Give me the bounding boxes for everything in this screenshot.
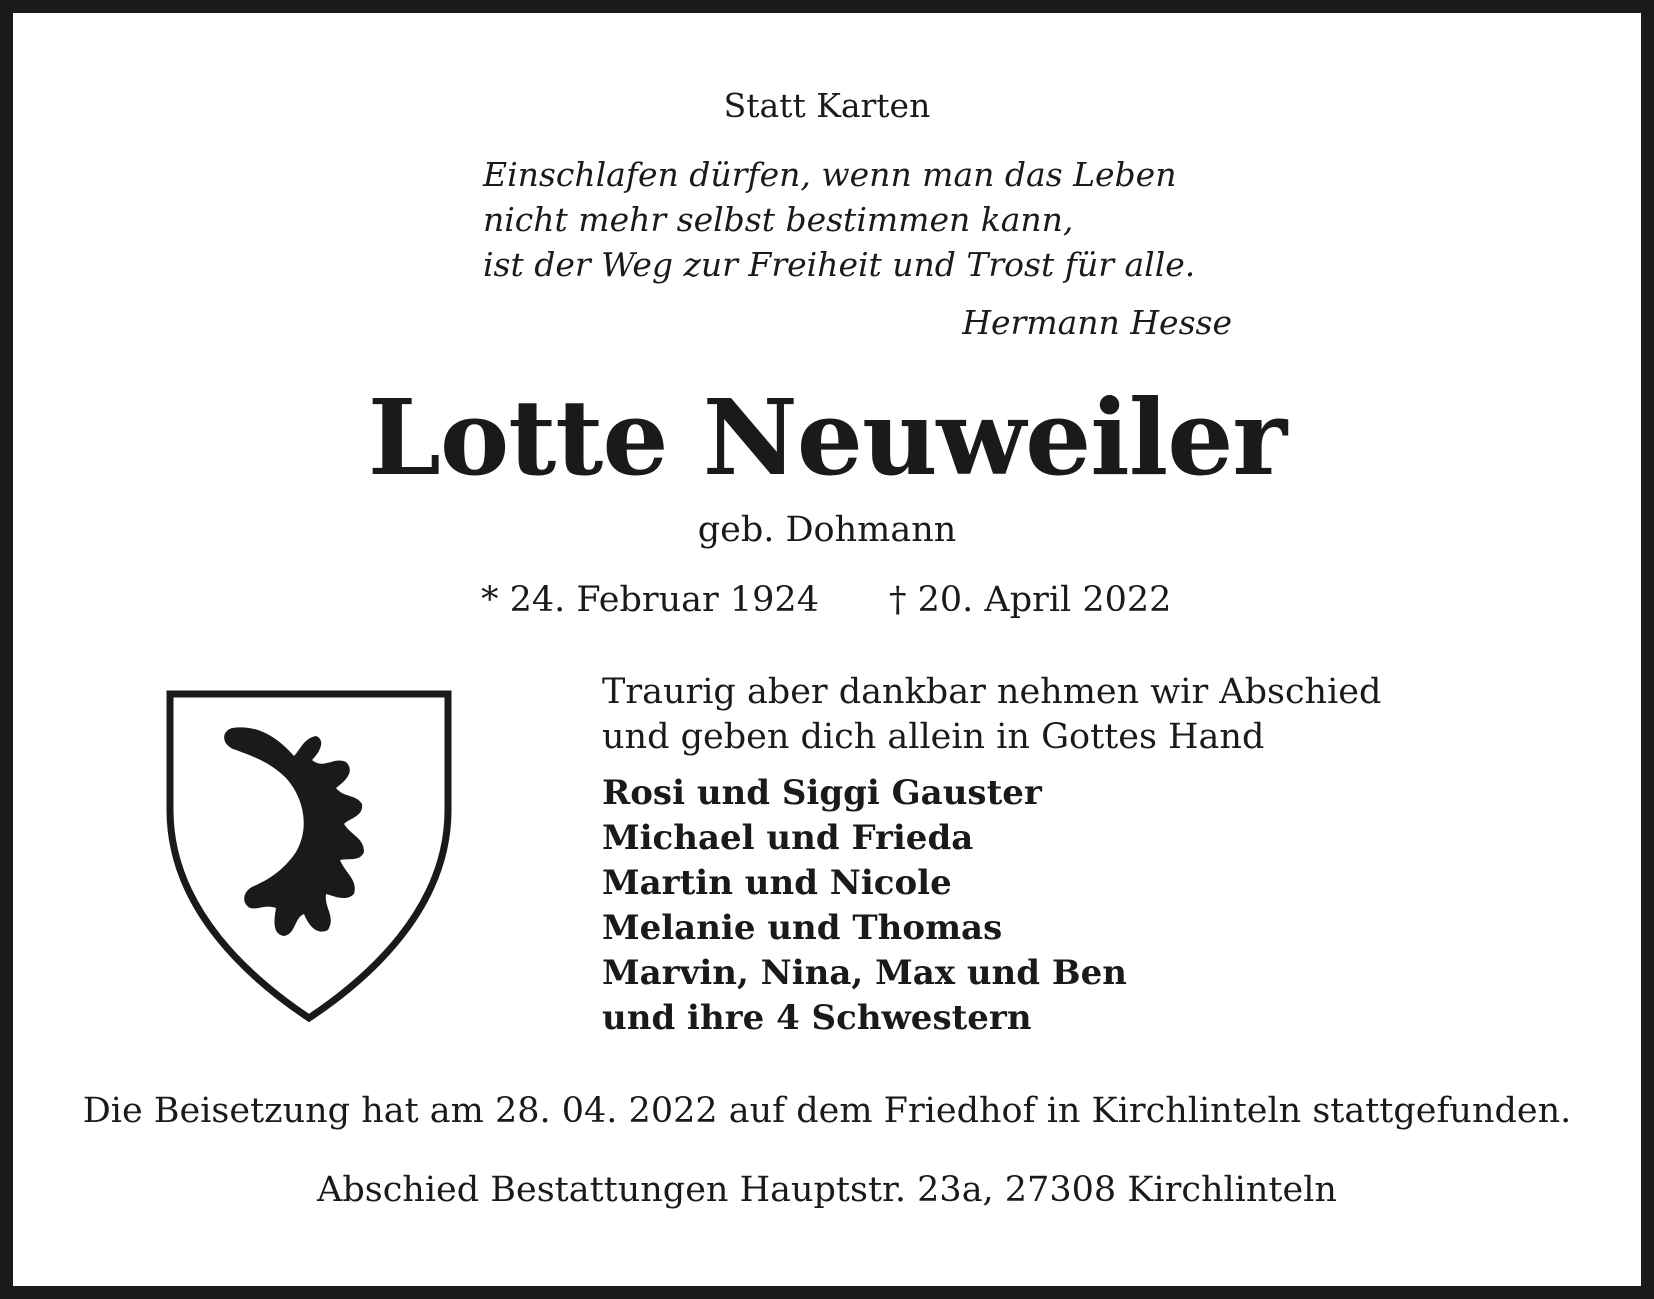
- undertaker-address: Abschied Bestattungen Hauptstr. 23a, 27308 Kirchlinteln: [317, 1170, 1337, 1210]
- family-member: Martin und Nicole: [602, 863, 952, 903]
- deceased-name: Lotte Neuweiler: [367, 376, 1287, 499]
- burial-note: Die Beisetzung hat am 28. 04. 2022 auf dem Friedhof in Kirchlinteln stattgefunden.: [82, 1091, 1572, 1131]
- family-member: und ihre 4 Schwestern: [602, 998, 1032, 1038]
- quote-line: Einschlafen dürfen, wenn man das Leben: [483, 155, 1177, 194]
- birth-name: geb. Dohmann: [697, 510, 957, 550]
- antler-coat-of-arms-icon: [166, 690, 452, 1022]
- death-date: † 20. April 2022: [889, 580, 1172, 620]
- farewell-message-line: Traurig aber dankbar nehmen wir Abschied: [602, 672, 1382, 712]
- family-member: Marvin, Nina, Max und Ben: [602, 953, 1127, 993]
- quote-line: nicht mehr selbst bestimmen kann,: [483, 200, 1074, 239]
- family-member: Michael und Frieda: [602, 818, 974, 858]
- quote-line: ist der Weg zur Freiheit und Trost für alle.: [483, 245, 1196, 284]
- header-text: Statt Karten: [723, 86, 931, 125]
- family-member: Melanie und Thomas: [602, 908, 1003, 948]
- birth-date: * 24. Februar 1924: [481, 580, 819, 620]
- farewell-message-line: und geben dich allein in Gottes Hand: [602, 717, 1265, 757]
- family-member: Rosi und Siggi Gauster: [602, 773, 1042, 813]
- quote-author: Hermann Hesse: [962, 303, 1232, 342]
